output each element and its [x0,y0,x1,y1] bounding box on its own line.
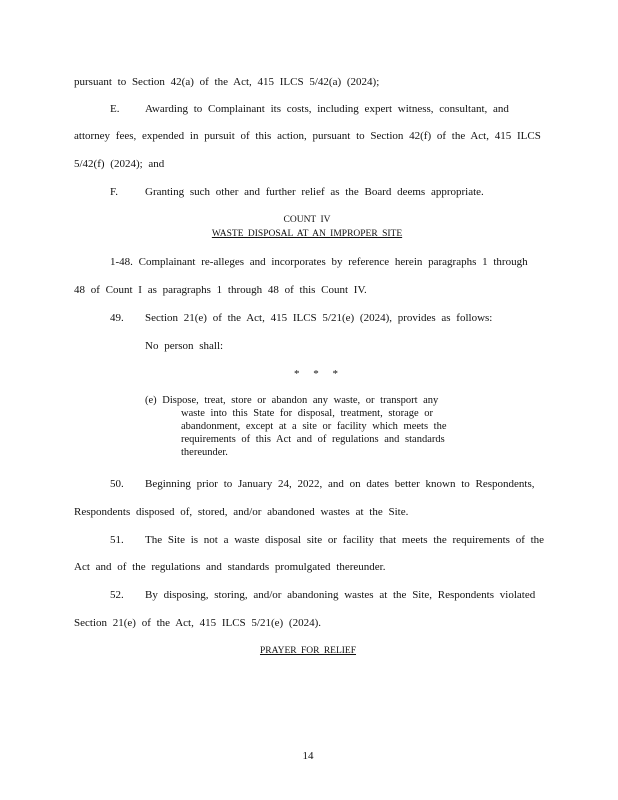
count-heading-number: COUNT IV [283,215,331,225]
quote-line: (e) Dispose, treat, store or abandon any waste, or transport any [145,395,439,406]
text-line: No person shall: [145,340,224,352]
ellipsis-stars: * * * [294,368,342,380]
prayer-heading: PRAYER FOR RELIEF [259,646,357,656]
text-line: 5/42(f) (2024); and [74,158,165,170]
text-line: The Site is not a waste disposal site or facility that meets the requirements of the [145,534,545,546]
paragraph-number: 49. [110,312,124,324]
page-number: 14 [302,750,314,762]
text-line: By disposing, storing, and/or abandoning wastes at the Site, Respondents violated [145,589,536,601]
text-line: Beginning prior to January 24, 2022, and on dates better known to Respondents, [145,478,535,490]
quote-line: requirements of this Act and of regulations and standards [181,434,445,445]
text-line: Section 21(e) of the Act, 415 ILCS 5/21(e) (2024). [74,617,322,629]
text-line: pursuant to Section 42(a) of the Act, 415 ILCS 5/42(a) (2024); [74,76,380,88]
paragraph-number: 50. [110,478,124,490]
count-heading-title: WASTE DISPOSAL AT AN IMPROPER SITE [211,229,403,239]
text-line: Awarding to Complainant its costs, including expert witness, consultant, and [145,103,509,115]
list-letter-e: E. [110,103,120,115]
text-line: 1-48. Complainant re-alleges and incorporates by reference herein paragraphs 1 through [110,256,528,268]
quote-line: abandonment, except at a site or facility which meets the [181,421,447,432]
text-line: Respondents disposed of, stored, and/or abandoned wastes at the Site. [74,506,409,518]
quote-line: waste into this State for disposal, treatment, storage or [181,408,434,419]
paragraph-number: 51. [110,534,124,546]
list-letter-f: F. [110,186,118,198]
paragraph-number: 52. [110,589,124,601]
quote-line: thereunder. [181,447,228,458]
text-line: Granting such other and further relief as the Board deems appropriate. [145,186,484,198]
text-line: Act and of the regulations and standards promulgated thereunder. [74,561,386,573]
text-line: Section 21(e) of the Act, 415 ILCS 5/21(e) (2024), provides as follows: [145,312,493,324]
text-line: attorney fees, expended in pursuit of this action, pursuant to Section 42(f) of the Act, 415 ILCS [74,130,541,142]
text-line: 48 of Count I as paragraphs 1 through 48 of this Count IV. [74,284,367,296]
